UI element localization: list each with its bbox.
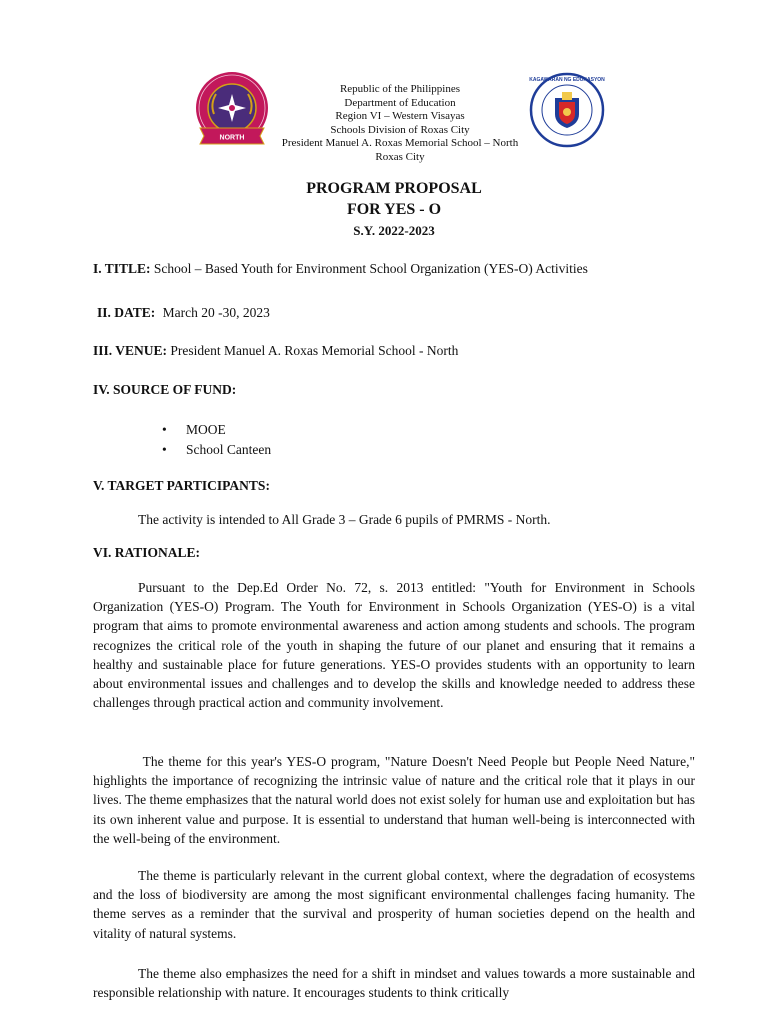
rationale-label: VI. RATIONALE:: [93, 545, 201, 560]
paragraph-text: The theme also emphasizes the need for a shift in mindset and values towards a more sustainable and responsible relationship with nature. It encourages students to think critically: [93, 966, 695, 1001]
header-line: Department of Education: [344, 96, 456, 109]
document-title: PROGRAM PROPOSAL: [306, 180, 482, 197]
paragraph-text: Pursuant to the Dep.Ed Order No. 72, s. 2013 entitled: "Youth for Environment in Schools Organization (YES-O) Program. The Youth for Environment in Schools Organization (YES-O) is a vital program that aims to promote environmental awareness and action among students and schools. The program recognizes the critical role of the youth in shaping the future of our planet and ensuring that it remains a healthy and sustainable place for future generations. YES-O provides students with an opportunity to learn about environmental issues and challenges and to develop the skills and knowledge needed to address these challenges through practical action and community involvement.: [93, 580, 695, 711]
fund-section: [93, 382, 236, 398]
header-line: Republic of the Philippines: [339, 83, 461, 95]
venue-label: III. VENUE:: [93, 343, 168, 358]
title-value: School – Based Youth for Environment School Organization (YES-O) Activities: [153, 261, 588, 276]
svg-text:KAGAWARAN NG EDUKASYON: KAGAWARAN NG EDUKASYON: [529, 77, 605, 83]
fund-label: IV. SOURCE OF FUND:: [93, 382, 237, 397]
header-line: Roxas City: [375, 150, 425, 163]
title-label: I. TITLE:: [93, 261, 151, 276]
rationale-paragraph: [93, 866, 695, 943]
rationale-section: [93, 545, 200, 561]
list-item: • School Canteen: [162, 440, 271, 460]
school-header: [250, 83, 550, 164]
header-line: Region VI – Western Visayas: [335, 110, 465, 122]
date-section: [97, 305, 270, 321]
school-year: S.Y. 2022-2023: [353, 223, 435, 238]
date-label: II. DATE:: [97, 305, 156, 320]
participants-section: [93, 478, 270, 494]
header-line: President Manuel A. Roxas Memorial School – North: [281, 137, 519, 149]
title-section: [93, 261, 588, 277]
participants-label: V. TARGET PARTICIPANTS:: [93, 478, 270, 493]
date-value: March 20 -30, 2023: [162, 305, 270, 320]
participants-value: The activity is intended to All Grade 3 – Grade 6 pupils of PMRMS - North.: [138, 512, 551, 527]
paragraph-text: The theme is particularly relevant in the current global context, where the degradation of ecosystems and the loss of biodiversity are among the most significant environmental challenges facing humanity. The theme serves as a reminder that the survival and prosperity of human societies depend on the health and vitality of natural systems.: [93, 868, 695, 941]
list-item: • MOOE: [162, 420, 271, 440]
document-subtitle: FOR YES - O: [346, 201, 442, 218]
rationale-paragraph: [93, 964, 695, 1002]
rationale-paragraph: [93, 578, 695, 712]
header-line: Schools Division of Roxas City: [330, 123, 470, 136]
venue-section: [93, 343, 458, 359]
fund-list: [162, 420, 271, 460]
paragraph-text: The theme for this year's YES-O program, "Nature Doesn't Need People but People Need Nature," highlights the importance of recognizing the intrinsic value of nature and the critical role that it plays in our lives. The theme emphasizes that the natural world does not exist solely for human use and exploitation but has its own inherent value and purpose. It is essential to understand that human well-being is interconnected with the well-being of the environment.: [93, 754, 695, 846]
venue-value: President Manuel A. Roxas Memorial School - North: [170, 343, 459, 358]
logo-banner-text: NORTH: [219, 134, 245, 142]
rationale-paragraph: [93, 752, 695, 848]
